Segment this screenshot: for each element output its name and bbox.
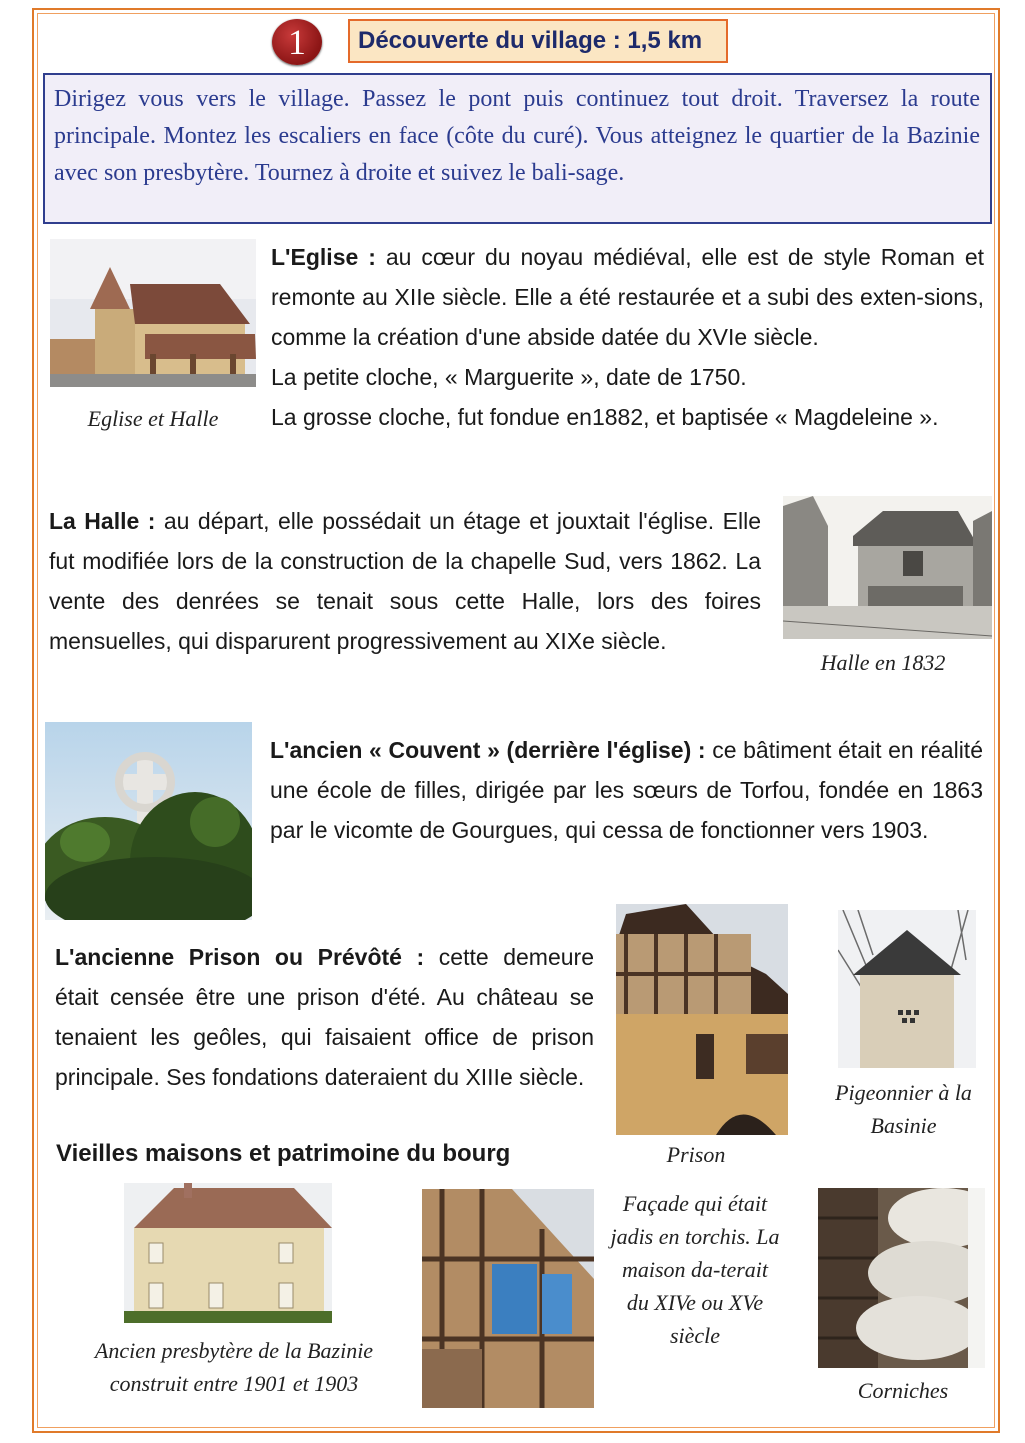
vieilles-maisons-heading: Vieilles maisons et patrimoine du bourg <box>56 1140 511 1167</box>
halle-text: au départ, elle possédait un étage et jouxtait l'église. Elle fut modifiée lors de la construction de la chapelle Sud, vers 1862. La vente des denrées se tenait sous cette Halle, lors des foires mensuelles, qui disparurent progressivement au XIXe siècle. <box>49 508 761 654</box>
prison-text: cette demeure était censée être une prison d'été. Au château se tenaient les geôles, qui faisaient office de prison principale. Ses fondations dateraient du XIIIe siècle. <box>55 944 594 1090</box>
couvent-cross-photo <box>45 722 252 920</box>
eglise-halle-photo <box>50 239 256 387</box>
pigeonnier-photo <box>838 910 976 1068</box>
prison-heading: L'ancienne Prison ou Prévôté : <box>55 944 425 970</box>
couvent-heading: L'ancien « Couvent » (derrière l'église) : <box>270 737 706 763</box>
step-number-badge: 1 <box>272 19 322 65</box>
facade-torchis-photo <box>422 1189 594 1408</box>
pigeonnier-caption: Pigeonnier à la Basinie <box>835 1080 972 1138</box>
presbytere-caption-line1: Ancien presbytère de la Bazinie <box>94 1338 374 1363</box>
eglise-text: au cœur du noyau médiéval, elle est de style Roman et remonte au XIIe siècle. Elle a été restaurée et a subi des exten-sions, comme la création d'une abside datée du XVIe siècle. <box>271 244 984 350</box>
section-title: Découverte du village : 1,5 km <box>348 19 728 63</box>
prison-paragraph <box>55 937 594 1097</box>
eglise-petite-cloche: La petite cloche, « Marguerite », date de 1750. <box>271 364 747 390</box>
prison-photo <box>616 904 788 1135</box>
presbytere-photo <box>124 1183 332 1323</box>
halle-caption: Halle en 1832 <box>820 650 946 675</box>
facade-caption: Façade qui était jadis en torchis. La maison da-terait du XIVe ou XVe siècle <box>610 1191 780 1348</box>
halle-1832-drawing <box>783 496 992 639</box>
halle-paragraph <box>49 501 761 661</box>
couvent-paragraph <box>270 730 983 850</box>
eglise-heading: L'Eglise : <box>271 244 376 270</box>
couvent-text: ce bâtiment était en réalité une école de filles, dirigée par les sœurs de Torfou, fondée en 1863 par le vicomte de Gourgues, qui cessa de fonctionner vers 1903. <box>270 737 983 843</box>
prison-caption: Prison <box>666 1142 726 1167</box>
presbytere-caption <box>55 1334 413 1400</box>
eglise-caption: Eglise et Halle <box>87 406 219 431</box>
eglise-paragraph <box>271 237 984 437</box>
corniches-photo <box>818 1188 985 1368</box>
presbytere-caption-line2: construit entre 1901 et 1903 <box>109 1371 359 1396</box>
halle-heading: La Halle : <box>49 508 156 534</box>
eglise-grosse-cloche: La grosse cloche, fut fondue en1882, et baptisée « Magdeleine ». <box>271 404 939 430</box>
corniches-caption: Corniches <box>857 1378 949 1403</box>
directions-box: Dirigez vous vers le village. Passez le pont puis continuez tout droit. Traversez la route principale. Montez les escaliers en face (côte du curé). Vous atteignez le quartier de la Bazinie avec son presbytère. Tournez à droite et suivez le bali-sage. <box>43 73 992 224</box>
